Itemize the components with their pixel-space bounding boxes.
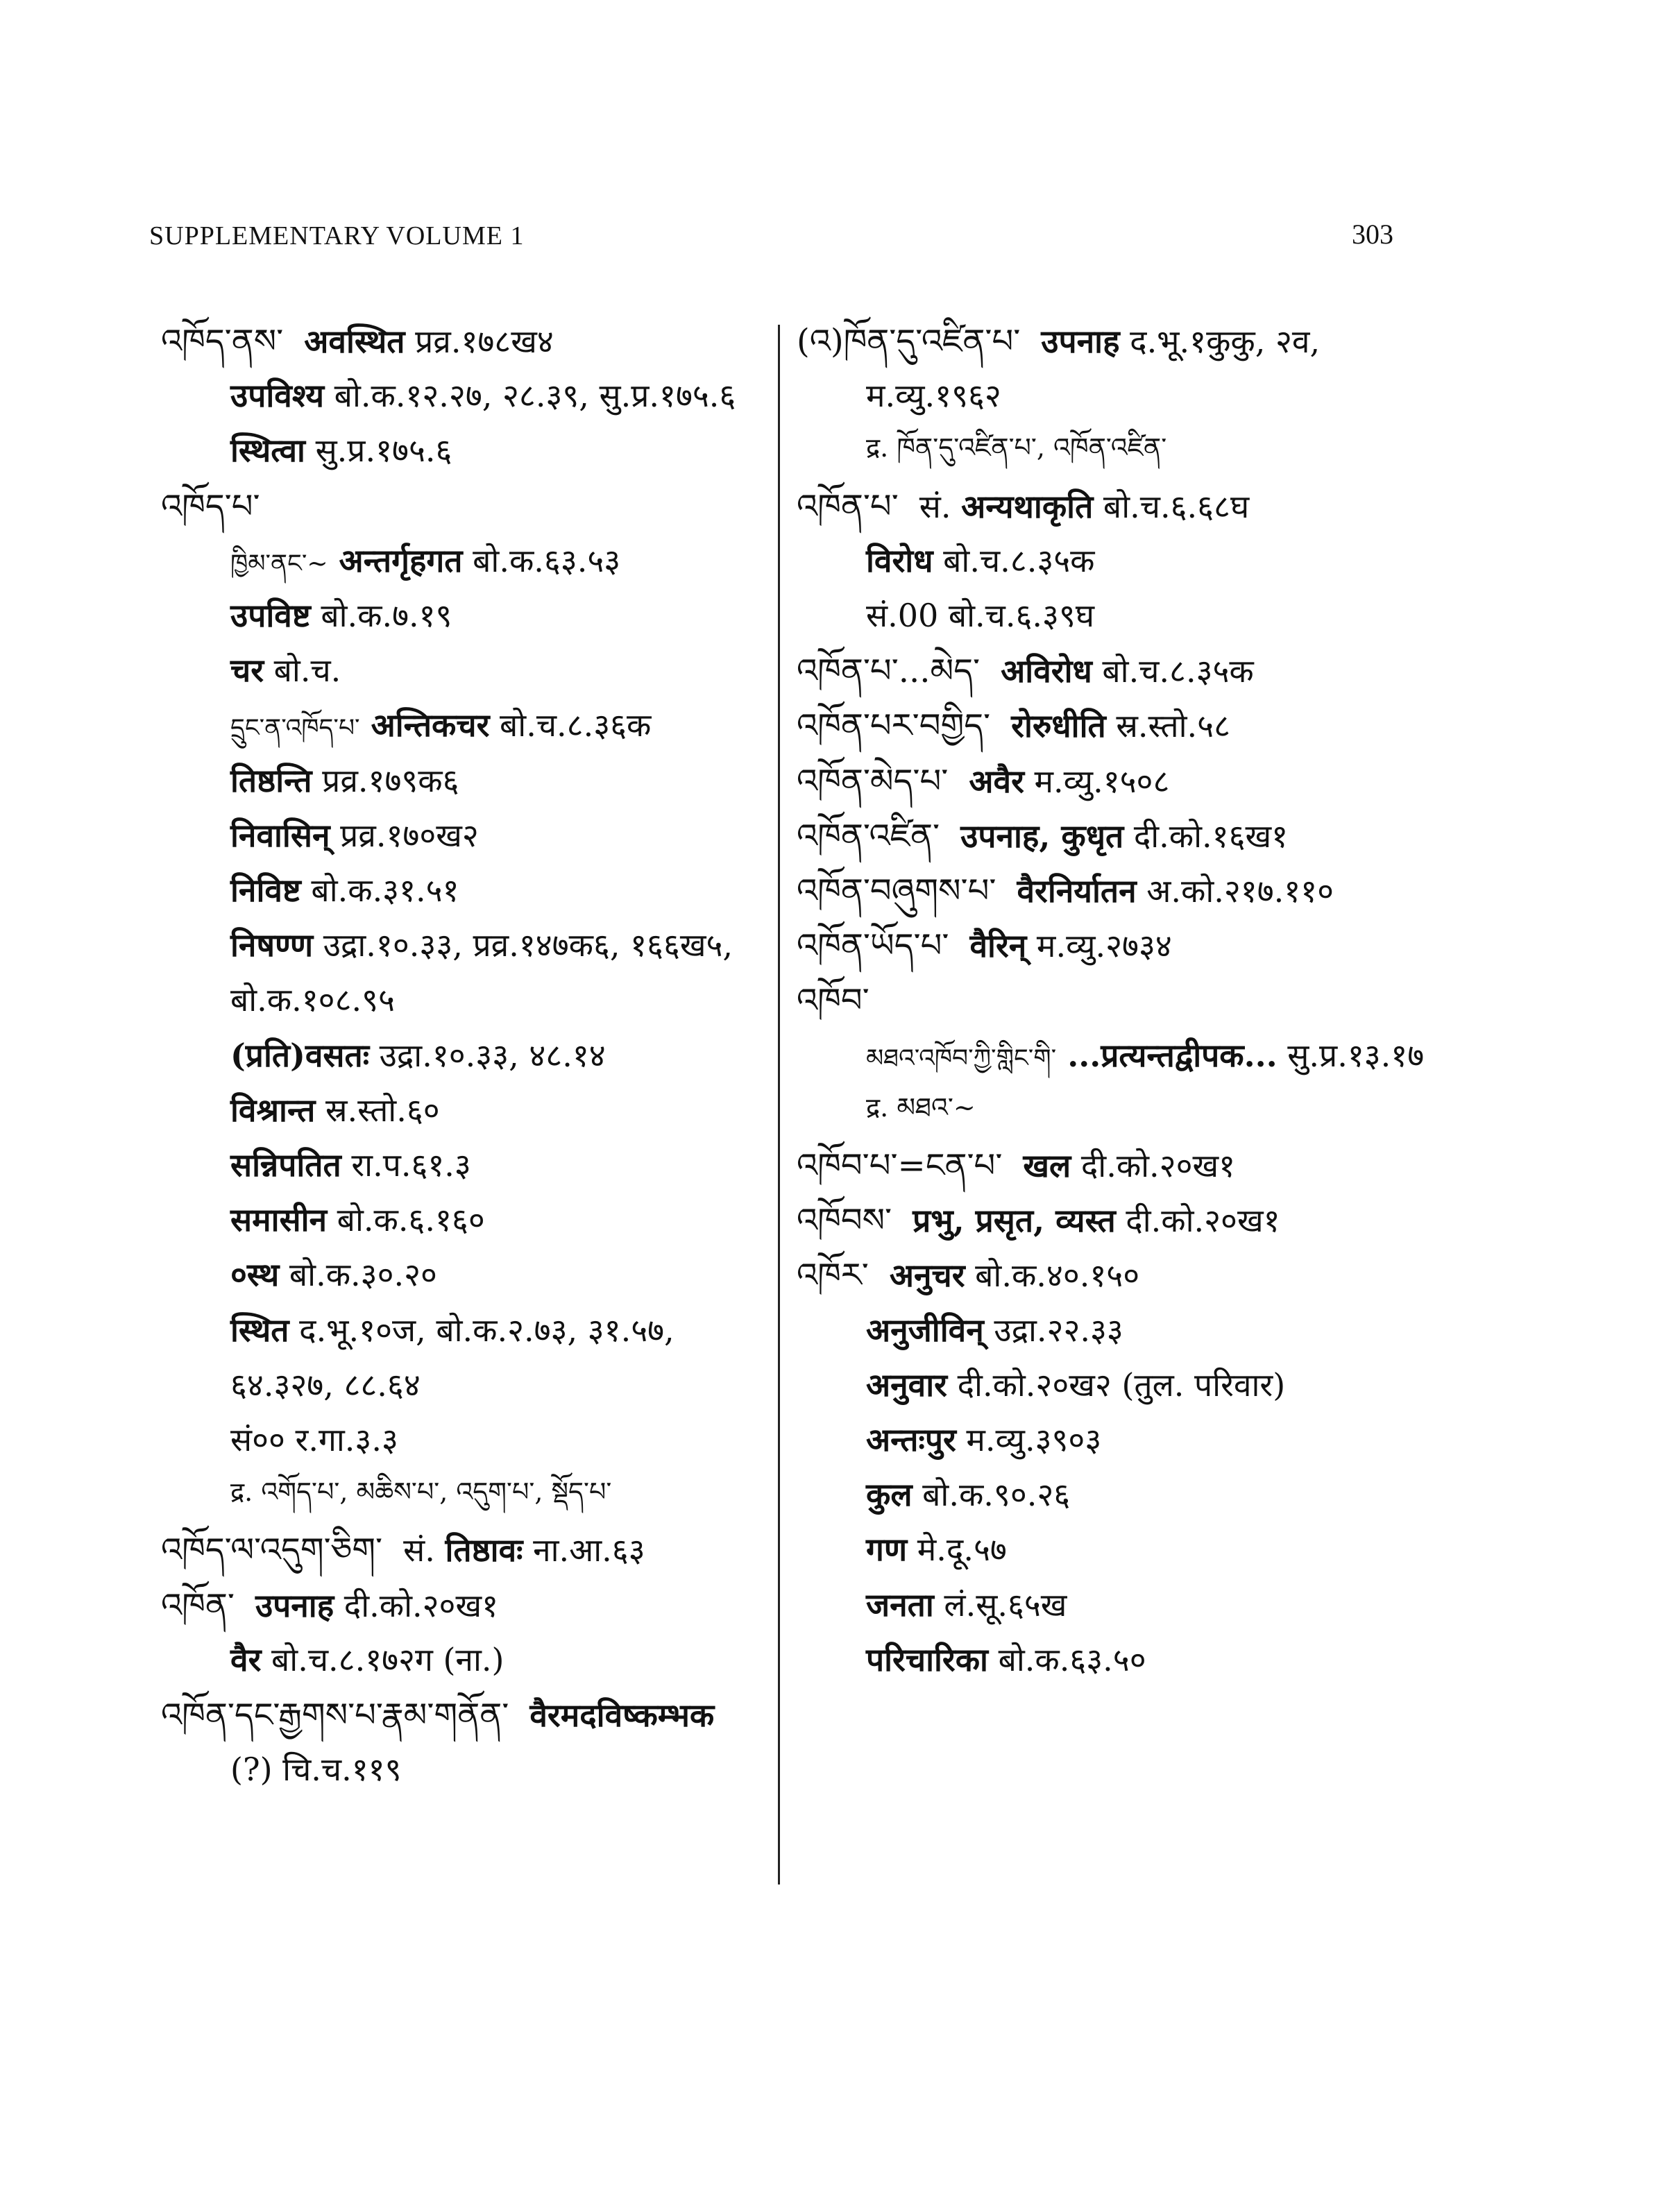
sanskrit-term: समासीन [230, 1201, 328, 1239]
tibetan-phrase: ཁྱིམ་ནང་~ [230, 550, 328, 578]
reference: उद्रा.१०.३३, ४८.१४ [369, 1037, 606, 1074]
entry-headword-line [797, 706, 1230, 745]
sanskrit-term: अनुचर [889, 1257, 965, 1294]
tibetan-headword: འཁོར་ [797, 1256, 869, 1295]
entry-subline [230, 926, 733, 964]
sanskrit-term: विश्रान्त [230, 1091, 316, 1129]
entry-headword-line [161, 1586, 498, 1625]
tibetan-headword: འཁོབས་ [797, 1201, 892, 1240]
entry-subline [866, 1094, 976, 1121]
entry-subline [866, 1586, 1067, 1624]
tibetan-headword: འཁོན་པར་བགྱིད་ [797, 706, 991, 745]
sanskrit-term: वैरनिर्यातन [1017, 872, 1137, 910]
tibetan-headword: འཁོད་ལ་འདུག་ཅིག་ [161, 1531, 383, 1569]
sanskrit-term: अनुवार [866, 1366, 947, 1404]
tibetan-headword: འཁོད་ནས་ [161, 322, 284, 361]
sanskrit-term: अनुजीविन् [866, 1311, 984, 1349]
sanskrit-term: अन्यथाकृति [961, 488, 1094, 525]
entry-subline [230, 1311, 674, 1349]
reference: बो.क.६३.५३ [462, 542, 621, 579]
entry-subline [230, 1037, 606, 1074]
sanskrit-term: स्थित [230, 1311, 289, 1349]
entry-subline [230, 1751, 402, 1788]
sanskrit-term: प्रभु, प्रसृत, व्यस्त [913, 1202, 1116, 1239]
tibetan-headword: འཁོབ་ [797, 981, 869, 1020]
entry-subline [230, 817, 479, 854]
entry-subline [230, 1366, 421, 1404]
sanskrit-term: उपनाह, कुधृत [960, 817, 1124, 855]
entry-subline [230, 1201, 485, 1239]
sanskrit-term: निवासिन् [230, 817, 330, 854]
sanskrit-term: विरोध [866, 542, 933, 579]
entry-subline [866, 377, 1001, 414]
reference: स्र.स्तो.६० [315, 1091, 440, 1129]
sanskrit-term: अन्तःपुर [866, 1421, 956, 1458]
reference: दी.को.२०ख२ (तुल. परिवार) [947, 1366, 1286, 1404]
sanskrit-term: कुल [866, 1476, 913, 1513]
tibetan-headword: འཁོན་པ་ [797, 487, 899, 526]
sanskrit-term: उपविष्ट [230, 597, 311, 634]
entry-subline [866, 1366, 1286, 1404]
entry-subline [866, 597, 1095, 634]
reference: बो.क.४०.१५० [965, 1257, 1140, 1294]
sanskrit-term: उपनाह [1041, 323, 1120, 360]
sanskrit-term: परिचारिका [866, 1641, 988, 1678]
sanskrit-term: तिष्ठन्ति [230, 762, 312, 799]
tibetan-headword: འཁོན་པ་...མེད་ [797, 652, 981, 690]
reference: सु.प्र.१७५.६ [305, 432, 452, 469]
tibetan-phrase: དྲུང་ན་འཁོད་པ་ [230, 714, 360, 742]
entry-subline [230, 871, 459, 909]
entry-headword-line [161, 1533, 645, 1567]
reference: दी.को.२०ख१ [1071, 1147, 1236, 1184]
reference: बो.क.१२.२७, २८.३९, सु.प्र.१७५.६ [324, 377, 736, 414]
sanskrit-term: चर [230, 652, 264, 689]
sanskrit-term: वैर [230, 1641, 262, 1678]
reference: मे.दू.५७ [907, 1531, 1007, 1568]
tibetan-headword: འཁོན་ [161, 1586, 235, 1625]
entry-subline [230, 377, 736, 414]
tibetan-headword: འཁོན་མེད་པ་ [797, 762, 949, 801]
reference: सं. [403, 1531, 446, 1569]
reference: बो.च.६.६८घ [1093, 488, 1250, 525]
entry-headword-line [161, 1696, 715, 1735]
sanskrit-term: निषण्ण [230, 926, 314, 964]
sanskrit-term: रोरुधीति [1011, 707, 1106, 745]
entry-subline [230, 1146, 471, 1184]
entry-subline [230, 1421, 398, 1458]
reference: बो.क.९०.२६ [912, 1476, 1071, 1513]
entry-headword-line [797, 1256, 1140, 1295]
entry-subline [230, 432, 452, 469]
entry-headword-line [161, 487, 281, 526]
reference: उद्रा.२२.३३ [983, 1311, 1123, 1349]
reference: बो.च. [264, 652, 341, 689]
tibetan-headword: འཁོན་བཞུགས་པ་ [797, 871, 996, 910]
sanskrit-term: अवैर [969, 763, 1024, 800]
sanskrit-term: तिष्ठावः [445, 1531, 523, 1569]
entry-subline [230, 652, 341, 689]
tibetan-headword: འཁོད་པ་ [161, 487, 260, 526]
entry-headword-line [797, 487, 1250, 526]
reference: म.व्यु.३९०३ [956, 1421, 1102, 1458]
sanskrit-term: वैरमदविष्कम्भक [529, 1696, 715, 1734]
reference: लं.सू.६५ख [933, 1586, 1067, 1624]
entry-headword-line [797, 322, 1321, 361]
tibetan-headword: འཁོབ་པ་=ངན་པ་ [797, 1146, 1003, 1185]
entry-subline [230, 542, 621, 579]
sanskrit-term: अविरोध [1001, 652, 1092, 690]
column-divider [778, 325, 780, 1885]
sanskrit-term: जनता [866, 1586, 934, 1624]
reference: ६४.३२७, ८८.६४ [230, 1366, 421, 1404]
entry-subline [866, 542, 1095, 579]
reference: प्रव्र.१७८ख४ [405, 323, 554, 360]
entry-subline [866, 1311, 1123, 1349]
reference: द.भू.१०ज, बो.क.२.७३, ३१.५७, [289, 1311, 674, 1349]
sanskrit-term: अन्तिकचर [371, 706, 490, 744]
reference: द.भू.१कुकु, २व, [1119, 323, 1321, 360]
entry-headword-line [797, 981, 890, 1020]
reference: (?) चि.च.११९ [230, 1751, 402, 1788]
reference: बो.क.१०८.९५ [230, 981, 395, 1019]
entry-headword-line [797, 1201, 1280, 1240]
entry-subline [866, 1641, 1146, 1678]
sanskrit-term: खल [1023, 1147, 1071, 1184]
entry-headword-line [797, 926, 1172, 965]
sanskrit-term: वैरिन् [969, 927, 1027, 964]
reference: बो.च.८.१७२ग (ना.) [261, 1641, 504, 1678]
entry-subline [230, 1256, 437, 1293]
tibetan-headword: འཁོན་དང་རྒྱགས་པ་རྣམ་གནོན་ [161, 1696, 509, 1735]
sanskrit-term: सन्निपतित [230, 1146, 341, 1184]
reference: दी.को.२०ख१ [334, 1587, 498, 1624]
entry-headword-line [161, 322, 554, 361]
reference: उद्रा.१०.३३, प्रव्र.१४७क६, १६६ख५, [313, 926, 733, 964]
tibetan-headword: འཁོན་འཛིན་ [797, 817, 940, 856]
sanskrit-term: अवस्थित [304, 323, 405, 360]
entry-headword-line [797, 871, 1334, 910]
entry-subline [230, 706, 652, 744]
tibetan-headword: (འ)ཁོན་དུ་འཛིན་པ་ [797, 322, 1021, 361]
reference: म.व्यु.१५०८ [1024, 763, 1170, 800]
entry-subline [866, 1476, 1071, 1513]
reference: बो.क.३०.२० [279, 1256, 437, 1293]
entry-subline [230, 981, 395, 1019]
reference: ना.आ.६३ [523, 1531, 645, 1569]
entry-subline [230, 1479, 611, 1505]
entry-subline [866, 1037, 1425, 1074]
reference: अ.को.२१७.११० [1136, 872, 1334, 910]
entry-subline [866, 1531, 1007, 1568]
reference: बो.क.७.१९ [310, 597, 452, 634]
entry-headword-line [797, 654, 1254, 688]
sanskrit-term: निविष्ट [230, 871, 301, 909]
reference: सं. [919, 488, 962, 525]
tibetan-phrase: མཐའ་འཁོབ་ཀྱི་གླིང་གི་ [866, 1044, 1057, 1073]
entry-subline [230, 1641, 504, 1678]
reference: बो.क.६३.५० [987, 1641, 1146, 1678]
entry-subline [866, 1421, 1102, 1458]
tibetan-headword: འཁོན་ཡོད་པ་ [797, 926, 949, 965]
entry-headword-line [797, 817, 1289, 856]
sanskrit-term: उपविश्य [230, 377, 325, 414]
reference: स्र.स्तो.५८ [1105, 707, 1230, 745]
sanskrit-term: ...प्रत्यन्तद्वीपक... [1067, 1037, 1278, 1074]
reference: बो.क.६.१६० [327, 1201, 485, 1239]
reference: द्र. ཁོན་དུ་འཛིན་པ་, འཁོན་འཛིན་ [866, 432, 1167, 463]
page-number: 303 [1352, 219, 1393, 250]
reference: प्रव्र.१७०ख२ [330, 817, 479, 854]
sanskrit-term: गण [866, 1531, 908, 1568]
reference: प्रव्र.१७९क६ [312, 762, 459, 799]
sanskrit-term: (प्रति)वसतः [230, 1037, 370, 1074]
entry-subline [230, 762, 459, 799]
reference: बो.च.८.३६क [489, 706, 652, 744]
reference: दी.को.२०ख१ [1115, 1202, 1280, 1239]
reference: रा.प.६१.३ [341, 1146, 471, 1184]
reference: द्र. འགོད་པ་, མཆིས་པ་, འདུག་པ་, སྡོད་པ་ [230, 1477, 612, 1507]
entry-subline [230, 1091, 440, 1129]
running-head: SUPPLEMENTARY VOLUME 1 [149, 221, 525, 250]
reference: बो.च.८.३५क [1092, 652, 1254, 690]
reference: बो.क.३१.५१ [300, 871, 459, 909]
reference: सु.प्र.१३.१७ [1277, 1037, 1425, 1074]
sanskrit-term: स्थित्वा [230, 432, 305, 469]
entry-subline [230, 597, 452, 634]
sanskrit-term: अन्तर्गृहगत [339, 542, 463, 579]
reference: सं०० र.गा.३.३ [230, 1421, 398, 1458]
reference: सं.00 बो.च.६.३९घ [866, 597, 1095, 634]
sanskrit-term: ०स्थ [230, 1256, 280, 1293]
reference: म.व्यु.१९६२ [866, 377, 1001, 414]
sanskrit-term: उपनाह [255, 1587, 334, 1624]
reference: द्र. མཐའ་~ [866, 1092, 976, 1123]
reference: दी.को.१६ख१ [1123, 817, 1289, 855]
reference: म.व्यु.२७३४ [1026, 927, 1172, 964]
entry-subline [866, 434, 1166, 461]
entry-headword-line [797, 1146, 1236, 1185]
entry-headword-line [797, 762, 1170, 801]
reference: बो.च.८.३५क [933, 542, 1095, 579]
